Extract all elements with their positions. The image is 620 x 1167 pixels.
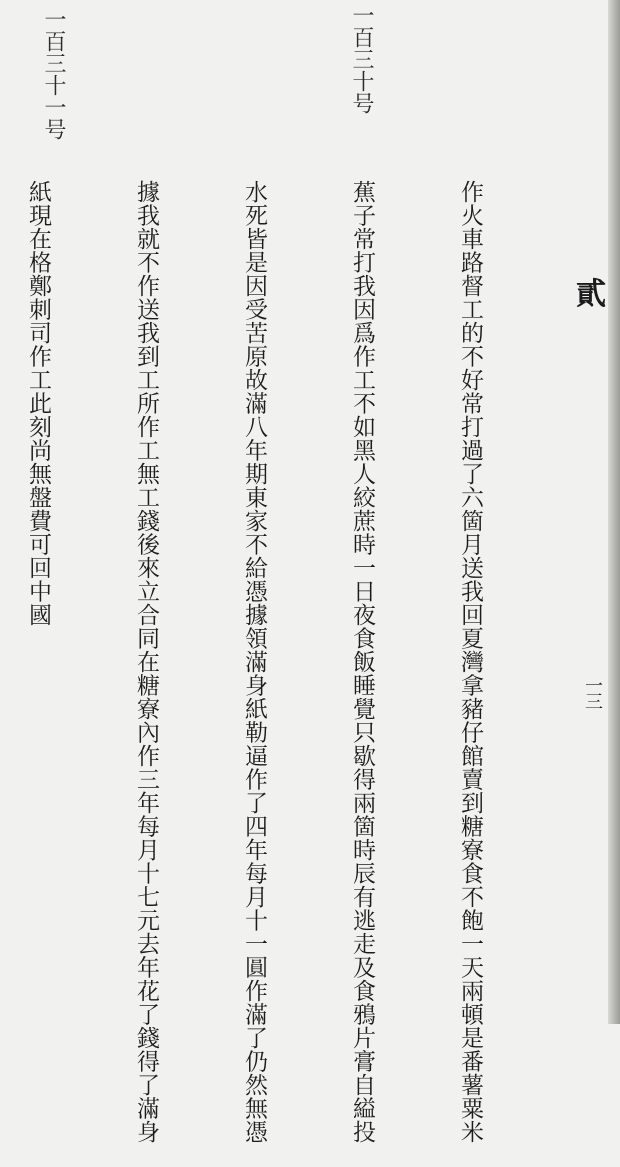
- folio-mark: 貳: [576, 277, 606, 312]
- page-gutter: [608, 0, 620, 1024]
- text-column: 作火車路督工的不好常打過了六箇月送我回夏灣拿豬仔館賣到糖寮食不飽一天兩頓是番薯粟米: [457, 180, 483, 1144]
- text-column: 水死皆是因受苦原故滿八年期東家不給憑據領滿身紙勒逼作了四年每月十一圓作滿了仍然無憑: [241, 180, 267, 1144]
- text-column: 紙現在格鄭刺司作工此刻尚無盤費可回中國: [25, 180, 51, 627]
- text-column: 據我就不作送我到工所作工無工錢後來立合同在糖寮內作三年每月十七元去年花了錢得了滿身: [133, 180, 159, 1144]
- margin-note-left: 一百三十一号: [41, 8, 66, 140]
- body-text: [0, 180, 560, 1144]
- margin-note-middle: 一百三十号: [349, 4, 374, 114]
- text-column: 蕉子常打我因爲作工不如黑人絞蔗時一日夜食飯睡覺只歇得兩箇時辰有逃走及食鴉片膏自縊投: [349, 180, 375, 1144]
- page-number: 一三: [582, 676, 603, 708]
